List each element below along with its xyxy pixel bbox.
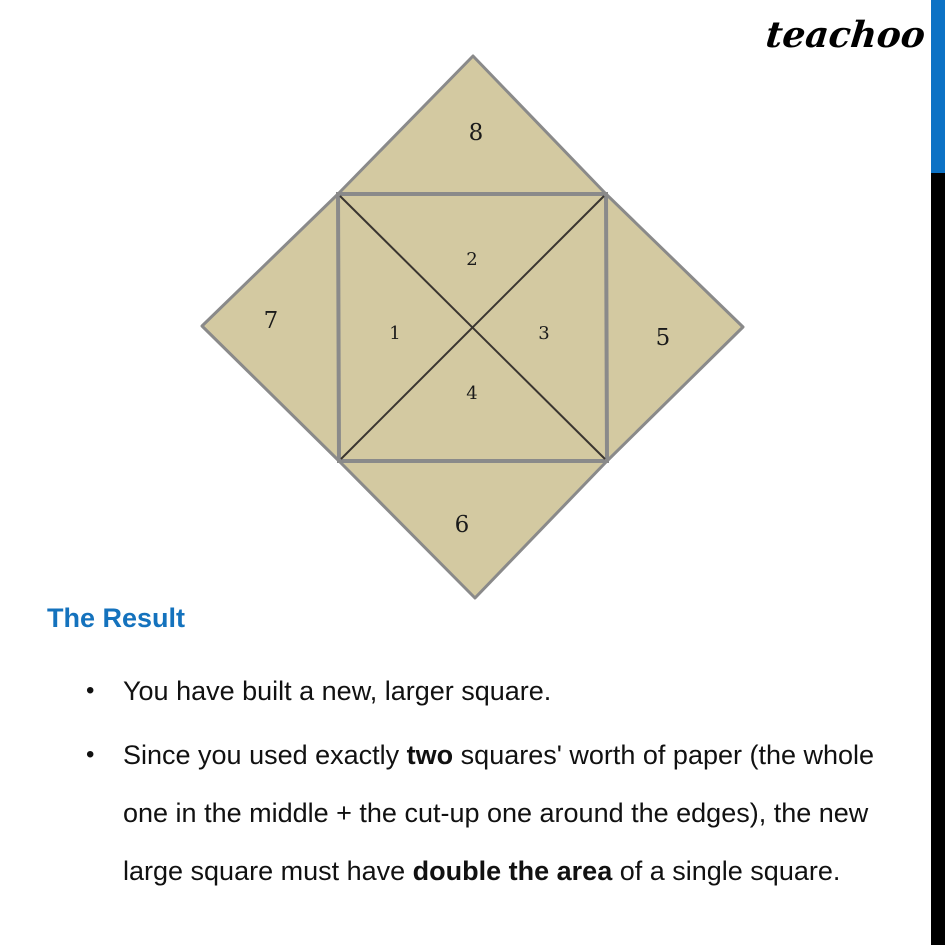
result-bullet-list: [84, 662, 884, 906]
label-3: 3: [538, 323, 550, 344]
bullet-dot: •: [86, 741, 95, 768]
section-heading: The Result: [47, 603, 186, 633]
bullet-text-1: You have built a new, larger square.: [123, 676, 552, 706]
bullet-text-2-bold2: double the area: [412, 856, 613, 886]
bullet-item-2: [84, 726, 884, 900]
label-6: 6: [454, 512, 470, 538]
bullet-text-2-part1: Since you used exactly: [123, 740, 407, 770]
piece-6-triangle: [339, 461, 607, 598]
label-7: 7: [263, 308, 279, 334]
bullet-dot: •: [86, 677, 95, 704]
piece-5-triangle: [606, 194, 743, 461]
bullet-text-2-bold1: two: [406, 740, 454, 770]
bullet-item-1: [84, 662, 884, 720]
bullet-text-2-part3: of a single square.: [612, 856, 841, 886]
label-2: 2: [466, 249, 478, 270]
bullet-text-2-part2: squares' worth of paper (the whole one in the middle + the cut-up one around the edges), the new large square must have: [123, 740, 875, 886]
label-5: 5: [655, 325, 671, 351]
label-4: 4: [466, 383, 478, 404]
teachoo-logo: teachoo: [763, 14, 928, 56]
label-8: 8: [468, 120, 484, 146]
label-1: 1: [389, 323, 401, 344]
